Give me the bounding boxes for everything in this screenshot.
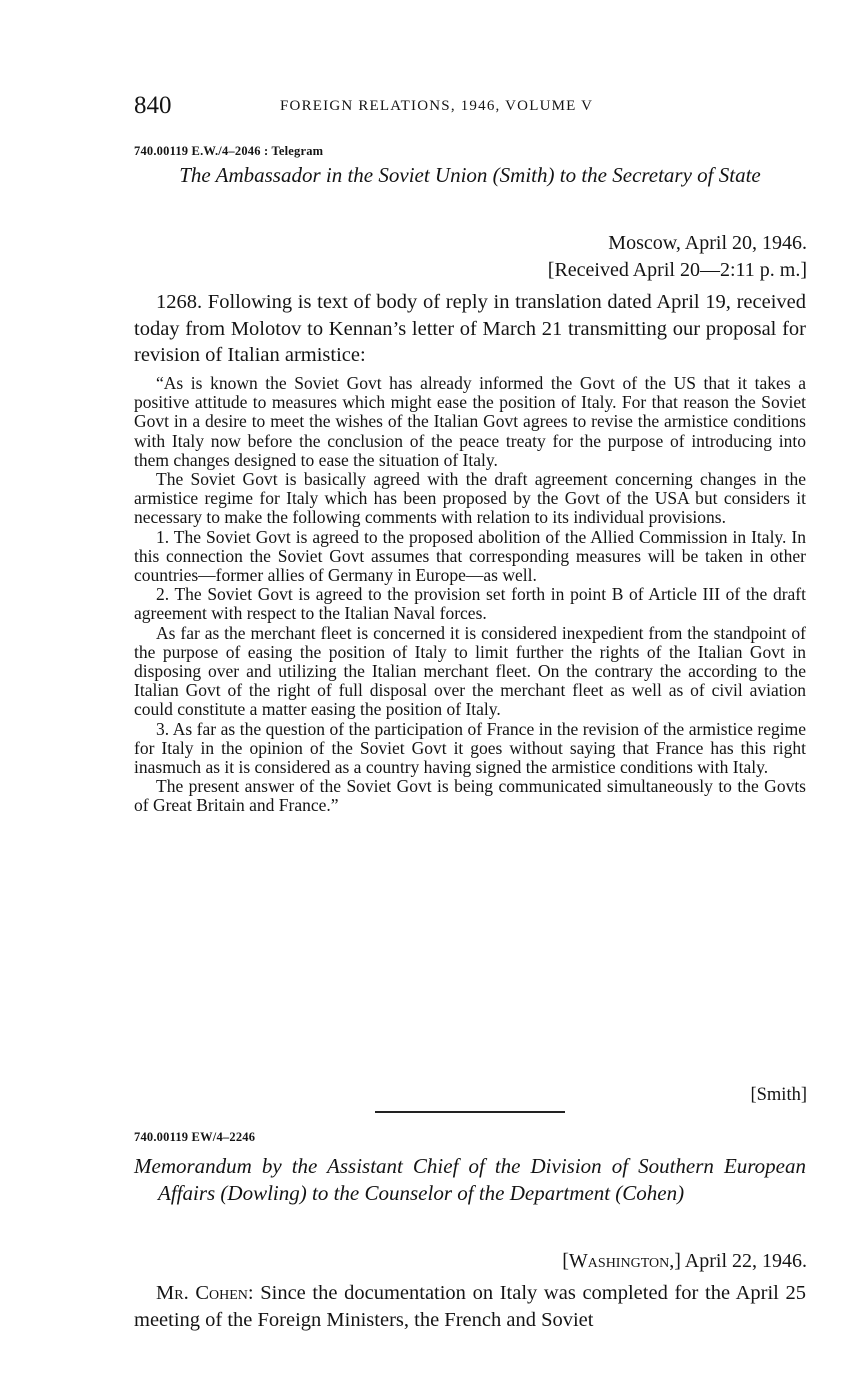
signature: [Smith] [750, 1085, 807, 1105]
file-reference: 740.00119 EW/4–2246 [134, 1130, 256, 1144]
date: April 22, 1946. [684, 1250, 807, 1272]
place-date: Moscow, April 20, 1946. [608, 232, 807, 254]
document-title: The Ambassador in the Soviet Union (Smith) to the Secretary of State [179, 163, 761, 187]
quote-paragraph: The present answer of the Soviet Govt is being communicated simultaneously to the Govts of Great Britain and France.” [134, 776, 806, 816]
quote-paragraph: 1. The Soviet Govt is agreed to the proposed abolition of the Allied Commission in Italy. In this connection the Soviet Govt assumes that corresponding measures will be taken in other countries—former allies of Germany in Europe—as well. [134, 526, 806, 586]
quote-paragraph: 3. As far as the question of the participation of France in the revision of the armistice regime for Italy in the opinion of the Soviet Govt it goes without saying that France has this right inasmuch as it is considered as a country having signed the armistice conditions with Italy. [134, 718, 806, 778]
section-divider [375, 1111, 565, 1113]
memo-body [134, 1280, 806, 1333]
page-number: 840 [134, 92, 172, 119]
place-date [562, 1250, 807, 1273]
running-title: FOREIGN RELATIONS, 1946, VOLUME V [280, 98, 594, 114]
document-title: Memorandum by the Assistant Chief of the Division of Southern European Affairs (Dowling) to the Counselor of the Department (Cohen) [134, 1154, 806, 1205]
quote-paragraph: As far as the merchant fleet is concerned it is considered inexpedient from the standpoint of the purpose of easing the position of Italy to limit further the rights of the Italian Govt in disposing over and utilizing the Italian merchant fleet. On the contrary the according to the Italian Govt of the right of full disposal over the merchant fleet as well as of civil aviation could constitute a matter easing the position of Italy. [134, 622, 806, 720]
quote-paragraph: “As is known the Soviet Govt has already informed the Govt of the US that it takes a positive attitude to measures which might ease the position of Italy. For that reason the Soviet Govt in a desire to meet the wishes of the Italian Govt agrees to revise the armistice conditions with Italy now before the conclusion of the peace treaty for the purpose of introducing into them changes designed to ease the situation of Italy. [134, 373, 806, 470]
place: [Washington,] [562, 1250, 681, 1272]
quote-paragraph: 2. The Soviet Govt is agreed to the provision set forth in point B of Article III of the draft agreement with respect to the Italian Naval forces. [134, 584, 806, 624]
running-head [134, 92, 806, 122]
quote-paragraph: The Soviet Govt is basically agreed with the draft agreement concerning changes in the armistice regime for Italy which has been proposed by the Govt of the USA but considers it necessary to make the following comments with relation to its individual provisions. [134, 469, 806, 528]
memo-text: : Since the documentation on Italy was completed for the April 25 meeting of the Foreign Ministers, the French and Soviet [134, 1282, 806, 1331]
quoted-reply [134, 374, 806, 816]
telegram-intro: 1268. Following is text of body of reply in translation dated April 19, received today from Molotov to Kennan’s letter of March 21 transmitting our proposal for revision of Italian armistice: [134, 291, 806, 366]
file-reference: 740.00119 E.W./4–2046 : Telegram [134, 144, 324, 158]
received-line: [Received April 20—2:11 p. m.] [547, 259, 807, 281]
salutation: Mr. Cohen [156, 1282, 248, 1304]
